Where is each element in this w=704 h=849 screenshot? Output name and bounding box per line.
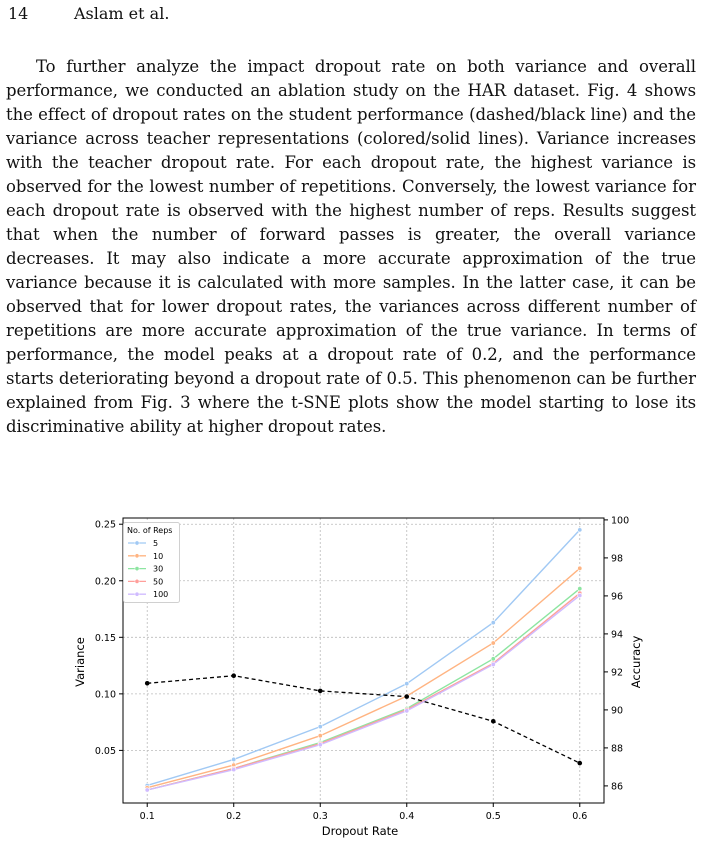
variance-point xyxy=(318,743,322,747)
variance-point xyxy=(232,767,236,771)
variance-point xyxy=(578,528,582,532)
grid-lines xyxy=(123,518,604,803)
y-tick-label: 0.15 xyxy=(94,632,116,644)
variance-point xyxy=(578,566,582,570)
y2-tick-label: 90 xyxy=(611,705,624,717)
accuracy-point xyxy=(577,761,582,766)
variance-point xyxy=(405,709,409,713)
variance-point xyxy=(318,734,322,738)
y2-tick-label: 86 xyxy=(611,781,624,793)
y-axis-right xyxy=(604,515,629,792)
accuracy-point xyxy=(145,681,150,686)
x-axis xyxy=(140,803,588,822)
legend-marker xyxy=(135,579,139,583)
variance-point xyxy=(145,788,149,792)
legend xyxy=(124,523,180,603)
x-tick-label: 0.6 xyxy=(572,811,588,822)
y2-tick-label: 98 xyxy=(611,553,624,565)
variance-point xyxy=(318,724,322,728)
y2-tick-label: 100 xyxy=(611,515,630,527)
accuracy-point xyxy=(231,673,236,678)
y-axis-label: Variance xyxy=(73,637,87,687)
legend-label: 10 xyxy=(153,551,164,561)
plot-frame xyxy=(123,518,604,803)
running-head xyxy=(8,4,169,24)
accuracy-point xyxy=(491,719,496,724)
accuracy-line xyxy=(147,676,580,763)
x-tick-label: 0.5 xyxy=(485,811,501,822)
y-tick-label: 0.10 xyxy=(94,689,116,701)
legend-label: 50 xyxy=(153,577,164,587)
y2-axis-label: Accuracy xyxy=(629,635,643,689)
x-tick-label: 0.2 xyxy=(226,811,242,822)
y-axis-left xyxy=(95,520,123,757)
dropout-chart xyxy=(0,505,704,845)
legend-marker xyxy=(135,592,139,596)
variance-point xyxy=(232,757,236,761)
x-tick-label: 0.1 xyxy=(139,811,155,822)
variance-point xyxy=(405,681,409,685)
y2-tick-label: 96 xyxy=(611,591,624,603)
variance-line-reps-30 xyxy=(147,589,580,790)
variance-line-reps-5 xyxy=(147,530,580,786)
accuracy-point xyxy=(318,689,323,694)
variance-point xyxy=(578,586,582,590)
legend-marker xyxy=(135,567,139,571)
legend-marker xyxy=(135,541,139,545)
x-tick-label: 0.4 xyxy=(399,811,415,822)
variance-point xyxy=(491,641,495,645)
variance-point xyxy=(578,593,582,597)
x-axis-label: Dropout Rate xyxy=(321,824,399,838)
variance-line-reps-50 xyxy=(147,593,580,790)
x-tick-label: 0.3 xyxy=(312,811,328,822)
figure xyxy=(0,505,704,845)
y2-tick-label: 94 xyxy=(611,629,624,641)
variance-point xyxy=(491,662,495,666)
legend-title: No. of Reps xyxy=(127,526,173,535)
y-tick-label: 0.05 xyxy=(94,745,116,757)
y-tick-label: 0.20 xyxy=(94,576,116,588)
variance-point xyxy=(491,657,495,661)
series-lines xyxy=(145,528,582,793)
y2-tick-label: 88 xyxy=(611,743,624,755)
page-number: 14 xyxy=(8,4,29,23)
y2-tick-label: 92 xyxy=(611,667,624,679)
legend-label: 30 xyxy=(153,564,164,574)
variance-point xyxy=(491,620,495,624)
accuracy-point xyxy=(404,694,409,699)
legend-label: 5 xyxy=(153,539,159,548)
legend-label: 100 xyxy=(153,590,169,600)
body-paragraph: To further analyze the impact dropout rate on both variance and overall performance, we conducted an ablation study on the HAR dataset. Fig. 4 shows the effect of dropout rates on the student performance (dashed/black line) and the variance across teacher representations (colored/solid lines). Variance increases with the teacher dropout rate. For each dropout rate, the highest variance is observed for the lowest number of repetitions. Conversely, the lowest variance for each dropout rate is observed with the highest number of reps. Results suggest that when the number of forward passes is greater, the overall variance decreases. It may also indicate a more accurate approximation of the true variance because it is calculated with more samples. In the latter case, it can be observed that for lower dropout rates, the variances across different number of repetitions are more accurate approximation of the true variance. In terms of performance, the model peaks at a dropout rate of 0.2, and the performance starts deteriorating beyond a dropout rate of 0.5. This phenomenon can be further explained from Fig. 3 where the t-SNE plots show the model starting to lose its discriminative ability at higher dropout rates. xyxy=(6,57,696,436)
y-tick-label: 0.25 xyxy=(94,519,116,531)
running-head-authors: Aslam et al. xyxy=(74,4,170,23)
legend-marker xyxy=(135,554,139,558)
